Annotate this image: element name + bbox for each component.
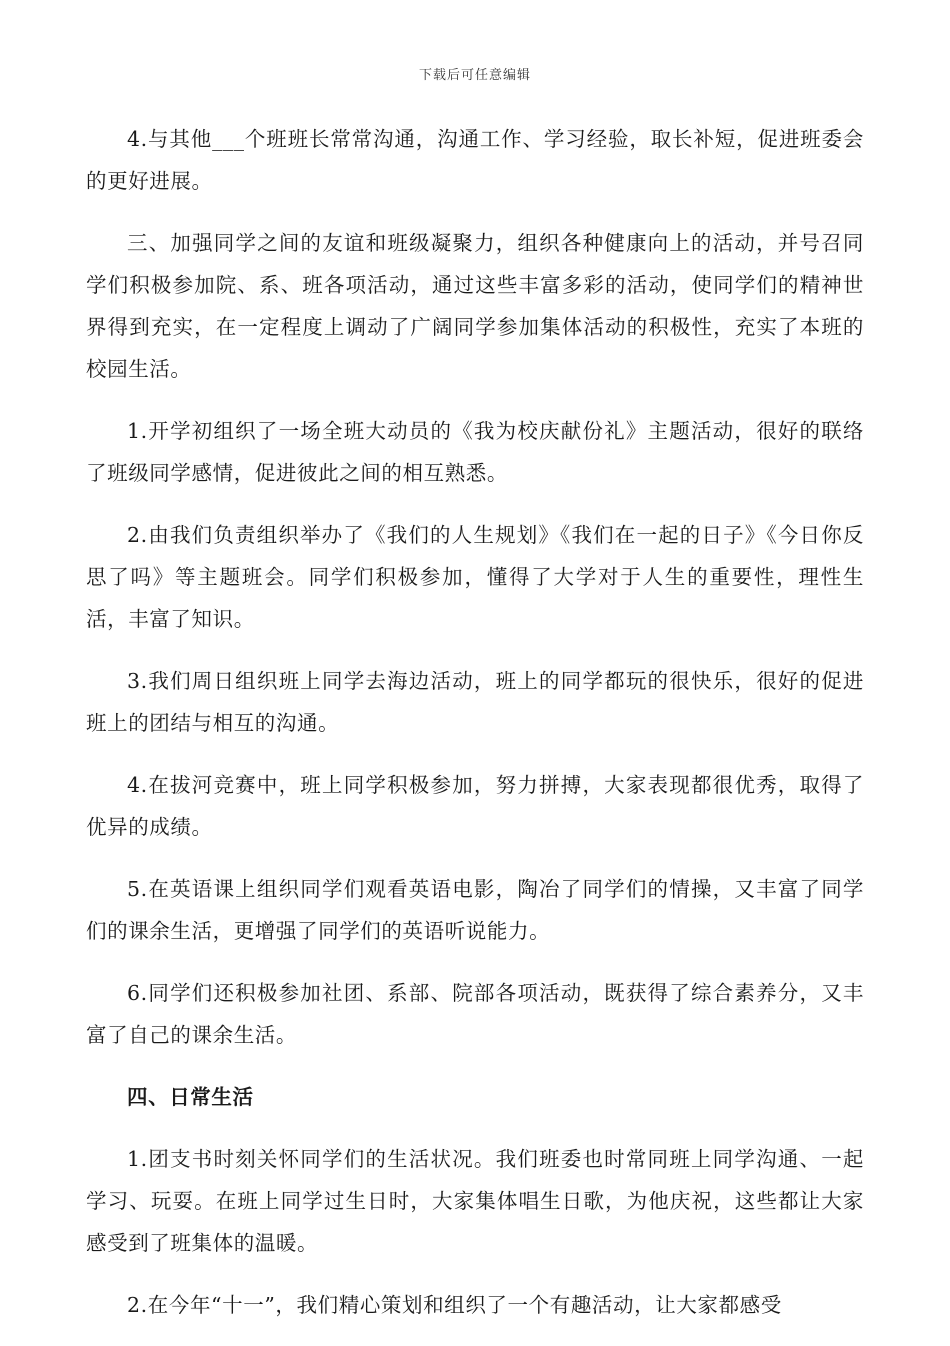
document-body (86, 118, 864, 1346)
paragraph-item-1-activity: 1.开学初组织了一场全班大动员的《我为校庆献份礼》主题活动，很好的联络了班级同学感情，促进彼此之间的相互熟悉。 (86, 419, 864, 485)
paragraph-section-three: 三、加强同学之间的友谊和班级凝聚力，组织各种健康向上的活动，并号召同学们积极参加院、系、班各项活动，通过这些丰富多彩的活动，使同学们的精神世界得到充实，在一定程度上调动了广阔同学参加集体活动的积极性，充实了本班的校园生活。 (86, 231, 864, 381)
page-header: 下载后可任意编辑 (418, 68, 531, 83)
paragraph-daily-item-2: 2.在今年“十一”，我们精心策划和组织了一个有趣活动，让大家都感受 (127, 1293, 782, 1317)
paragraph-item-5-english-movie: 5.在英语课上组织同学们观看英语电影，陶冶了同学们的情操，又丰富了同学们的课余生活，更增强了同学们的英语听说能力。 (86, 877, 864, 943)
paragraph-item-2-class-meeting: 2.由我们负责组织举办了《我们的人生规划》《我们在一起的日子》《今日你反思了吗》等主题班会。同学们积极参加，懂得了大学对于人生的重要性，理性生活，丰富了知识。 (86, 523, 864, 631)
paragraph-item-3-seaside: 3.我们周日组织班上同学去海边活动，班上的同学都玩的很快乐，很好的促进班上的团结与相互的沟通。 (86, 669, 864, 735)
paragraph-item-4-tug-of-war: 4.在拔河竞赛中，班上同学积极参加，努力拼搏，大家表现都很优秀，取得了优异的成绩。 (86, 773, 864, 839)
paragraph-item-6-clubs: 6.同学们还积极参加社团、系部、院部各项活动，既获得了综合素养分，又丰富了自己的课余生活。 (86, 981, 864, 1047)
section-heading-daily-life: 四、日常生活 (127, 1085, 254, 1109)
paragraph-item-4-communication: 4.与其他___个班班长常常沟通，沟通工作、学习经验，取长补短，促进班委会的更好进展。 (86, 127, 864, 193)
paragraph-daily-item-1: 1.团支书时刻关怀同学们的生活状况。我们班委也时常同班上同学沟通、一起学习、玩耍。在班上同学过生日时，大家集体唱生日歌，为他庆祝，这些都让大家感受到了班集体的温暖。 (86, 1147, 864, 1255)
